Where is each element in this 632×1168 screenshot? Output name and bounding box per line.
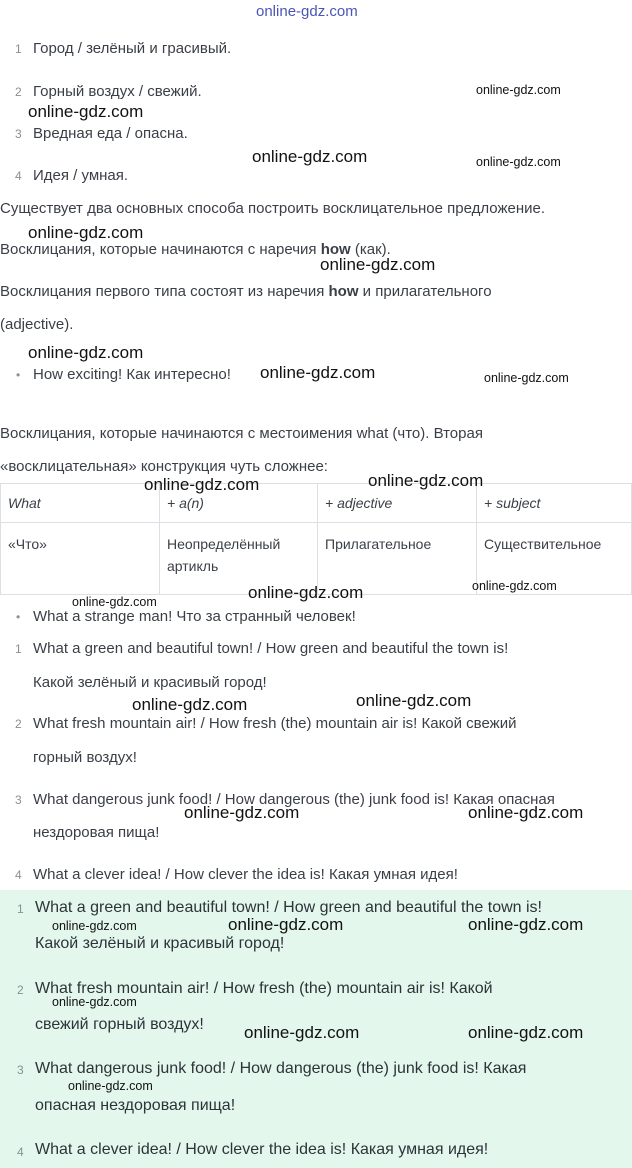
watermark: online-gdz.com: [468, 915, 584, 934]
answer-line: нездоровая пища!: [33, 824, 160, 841]
table-cell: Существительное: [477, 523, 632, 595]
answer-line: горный воздух!: [33, 749, 137, 766]
paragraph: (adjective).: [0, 316, 74, 333]
watermark: online-gdz.com: [368, 471, 484, 490]
paragraph: Существует два основных способа построить восклицательное предложение.: [0, 200, 546, 217]
paragraph: Восклицания, которые начинаются с наречия how (как).: [0, 241, 391, 258]
watermark: online-gdz.com: [484, 371, 569, 385]
watermark: online-gdz.com: [260, 363, 376, 382]
watermark: online-gdz.com: [228, 915, 344, 934]
watermark: online-gdz.com: [28, 102, 144, 121]
watermark: online-gdz.com: [472, 579, 557, 593]
paragraph: Восклицания, которые начинаются с местоимения what (что). Вторая: [0, 425, 483, 442]
answer-number: 2: [17, 983, 24, 997]
list-number: 3: [15, 127, 22, 141]
watermark: online-gdz.com: [468, 803, 584, 822]
watermark: online-gdz.com: [52, 919, 137, 933]
watermark: online-gdz.com: [144, 475, 260, 494]
watermark: online-gdz.com: [184, 803, 300, 822]
bullet-item: How exciting! Как интересно!: [33, 366, 231, 383]
list-item: Горный воздух / свежий.: [33, 83, 202, 100]
answer-number: 1: [17, 902, 24, 916]
answer-line: What a clever idea! / How clever the idea is! Какая умная идея!: [33, 866, 458, 883]
paragraph: «восклицательная» конструкция чуть сложнее:: [0, 458, 328, 475]
answer-number: 4: [15, 868, 22, 882]
answer-number: 2: [15, 717, 22, 731]
watermark: online-gdz.com: [28, 223, 144, 242]
answer-line: What fresh mountain air! / How fresh (the) mountain air is! Какой: [35, 980, 493, 997]
answer-line: Какой зелёный и красивый город!: [35, 935, 285, 952]
answer-line: What a green and beautiful town! / How green and beautiful the town is!: [35, 899, 542, 916]
answer-line: Какой зелёный и красивый город!: [33, 674, 267, 691]
watermark: online-gdz.com: [356, 691, 472, 710]
answer-line: опасная нездоровая пища!: [35, 1097, 236, 1114]
watermark: online-gdz.com: [52, 995, 137, 1009]
answer-number: 3: [15, 793, 22, 807]
watermark: online-gdz.com: [476, 83, 561, 97]
watermark: online-gdz.com: [468, 1023, 584, 1042]
watermark: online-gdz.com: [68, 1079, 153, 1093]
table-header: + a(n): [160, 484, 318, 523]
paragraph: Восклицания первого типа состоят из наречия how и прилагательного: [0, 283, 492, 300]
table-header: + subject: [477, 484, 632, 523]
table-cell: «Что»: [1, 523, 160, 595]
answer-number: 3: [17, 1063, 24, 1077]
bullet-dot: •: [16, 610, 21, 624]
watermark: online-gdz.com: [252, 147, 368, 166]
list-item: Идея / умная.: [33, 167, 129, 184]
table-cell: Неопределённый артикль: [160, 523, 318, 595]
table-header: + adjective: [318, 484, 477, 523]
watermark: online-gdz.com: [132, 695, 248, 714]
bullet-dot: •: [16, 368, 21, 382]
watermark: online-gdz.com: [476, 155, 561, 169]
table-header: What: [1, 484, 160, 523]
list-number: 2: [15, 85, 22, 99]
watermark: online-gdz.com: [28, 343, 144, 362]
answer-line: What a green and beautiful town! / How green and beautiful the town is!: [33, 640, 509, 657]
answer-line: What a clever idea! / How clever the idea is! Какая умная идея!: [35, 1141, 489, 1158]
answer-line: What dangerous junk food! / How dangerous (the) junk food is! Какая опасная: [33, 791, 555, 808]
watermark: online-gdz.com: [72, 595, 157, 609]
answer-number: 4: [17, 1145, 24, 1159]
bullet-item: What a strange man! Что за странный человек!: [33, 608, 356, 625]
answer-line: What dangerous junk food! / How dangerous (the) junk food is! Какая: [35, 1060, 527, 1077]
list-number: 4: [15, 169, 22, 183]
list-item: Вредная еда / опасна.: [33, 125, 188, 142]
watermark: online-gdz.com: [248, 583, 364, 602]
watermark-top: online-gdz.com: [256, 3, 358, 20]
table-cell: Прилагательное: [318, 523, 477, 595]
answer-line: свежий горный воздух!: [35, 1016, 204, 1033]
list-number: 1: [15, 42, 22, 56]
watermark: online-gdz.com: [244, 1023, 360, 1042]
watermark: online-gdz.com: [320, 255, 436, 274]
list-item: Город / зелёный и грасивый.: [33, 40, 232, 57]
answer-number: 1: [15, 642, 22, 656]
answer-line: What fresh mountain air! / How fresh (the) mountain air is! Какой свежий: [33, 715, 517, 732]
